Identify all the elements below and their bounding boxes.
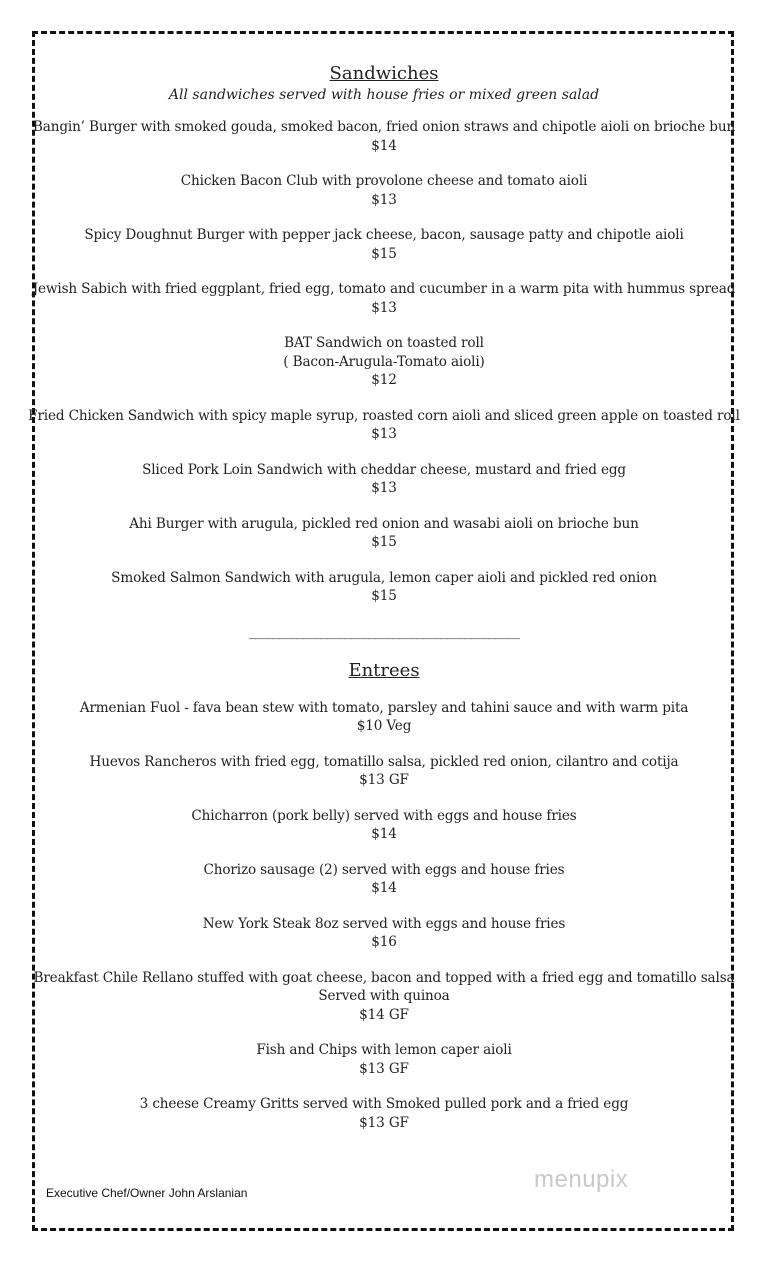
- entree-item-description: Armenian Fuol - fava bean stew with tomato, parsley and tahini sauce and with warm pita: [79, 699, 689, 716]
- entree-item-description: New York Steak 8oz served with eggs and house fries: [202, 915, 566, 932]
- sandwich-item-description: BAT Sandwich on toasted roll: [284, 335, 484, 351]
- entree-item-description: Huevos Rancheros with fried egg, tomatillo salsa, pickled red onion, cilantro and cotija: [89, 753, 679, 770]
- section-divider: _____________________________________________: [249, 623, 519, 640]
- sandwich-item: [0, 172, 768, 209]
- sandwiches-subtitle: All sandwiches served with house fries or mixed green salad: [168, 87, 600, 103]
- sandwich-item: [0, 226, 768, 263]
- chef-credit: Executive Chef/Owner John Arslanian: [46, 1186, 248, 1200]
- entree-item-description: Chorizo sausage (2) served with eggs and house fries: [203, 861, 565, 878]
- entree-item-price: $14 GF: [359, 1006, 409, 1023]
- sandwich-item-price: $13: [371, 299, 397, 316]
- entree-item: [0, 1095, 768, 1132]
- entree-item-price: $13 GF: [359, 1060, 409, 1077]
- entree-item-price: $13 GF: [359, 1114, 409, 1131]
- entree-item: [0, 699, 768, 736]
- sandwich-item-description: Sliced Pork Loin Sandwich with cheddar cheese, mustard and fried egg: [142, 461, 626, 478]
- sandwich-item-description: Spicy Doughnut Burger with pepper jack cheese, bacon, sausage patty and chipotle aioli: [84, 227, 684, 243]
- sandwich-item: [0, 515, 768, 552]
- sandwich-item-description: ( Bacon-Arugula-Tomato aioli): [283, 353, 485, 370]
- sandwich-item-price: $15: [371, 534, 397, 550]
- entree-item-description: Breakfast Chile Rellano stuffed with goat cheese, bacon and topped with a fried egg and tomatillo salsa: [33, 969, 735, 986]
- sandwich-item-price: $12: [371, 372, 397, 388]
- sandwich-item: [0, 334, 768, 390]
- sandwich-item-price: $13: [371, 191, 397, 208]
- entree-item-price: $14: [371, 826, 397, 842]
- sandwich-item: [0, 280, 768, 317]
- entree-item-description: Chicharron (pork belly) served with eggs and house fries: [191, 807, 577, 824]
- entree-item-price: $10 Veg: [356, 718, 412, 734]
- entree-item: [0, 861, 768, 898]
- sandwich-item-description: Chicken Bacon Club with provolone cheese and tomato aioli: [180, 173, 588, 189]
- entree-item: [0, 1041, 768, 1078]
- entree-item: [0, 915, 768, 952]
- sandwich-item: [0, 461, 768, 498]
- entree-item-description: 3 cheese Creamy Gritts served with Smoked pulled pork and a fried egg: [139, 1096, 629, 1112]
- sandwiches-title: Sandwiches: [329, 63, 439, 84]
- entree-item-price: $16: [371, 934, 397, 950]
- sandwich-item-price: $14: [371, 137, 397, 154]
- entree-item-price: $13 GF: [359, 772, 409, 788]
- sandwich-item: [0, 569, 768, 606]
- entree-item-price: $14: [371, 880, 397, 896]
- entree-item: [0, 969, 768, 1025]
- sandwich-list: [0, 118, 768, 606]
- menupix-watermark: menupix: [534, 1166, 629, 1193]
- sandwich-item-description: Ahi Burger with arugula, pickled red onion and wasabi aioli on brioche bun: [129, 515, 639, 532]
- sandwich-item-price: $13: [371, 480, 397, 496]
- entree-item: [0, 807, 768, 844]
- sandwich-item: [0, 407, 768, 444]
- sandwich-item-price: $15: [371, 245, 397, 262]
- sandwich-item-price: $15: [371, 588, 397, 604]
- sandwich-item-description: Jewish Sabich with fried eggplant, fried egg, tomato and cucumber in a warm pita with hummus spread: [32, 281, 736, 297]
- entree-item: [0, 753, 768, 790]
- sandwich-item-price: $13: [371, 426, 397, 442]
- menu-page: [0, 62, 768, 1149]
- sandwich-item-description: Smoked Salmon Sandwich with arugula, lemon caper aioli and pickled red onion: [111, 569, 657, 586]
- sandwich-item-description: Fried Chicken Sandwich with spicy maple syrup, roasted corn aioli and sliced green apple on toasted roll: [28, 407, 740, 424]
- sandwich-item-description: Bangin’ Burger with smoked gouda, smoked bacon, fried onion straws and chipotle aioli on brioche bun: [32, 119, 736, 135]
- entree-list: [0, 699, 768, 1133]
- entree-item-description: Fish and Chips with lemon caper aioli: [256, 1042, 512, 1058]
- entree-item-description: Served with quinoa: [318, 988, 450, 1004]
- sandwich-item: [0, 118, 768, 155]
- entrees-title: Entrees: [348, 659, 420, 681]
